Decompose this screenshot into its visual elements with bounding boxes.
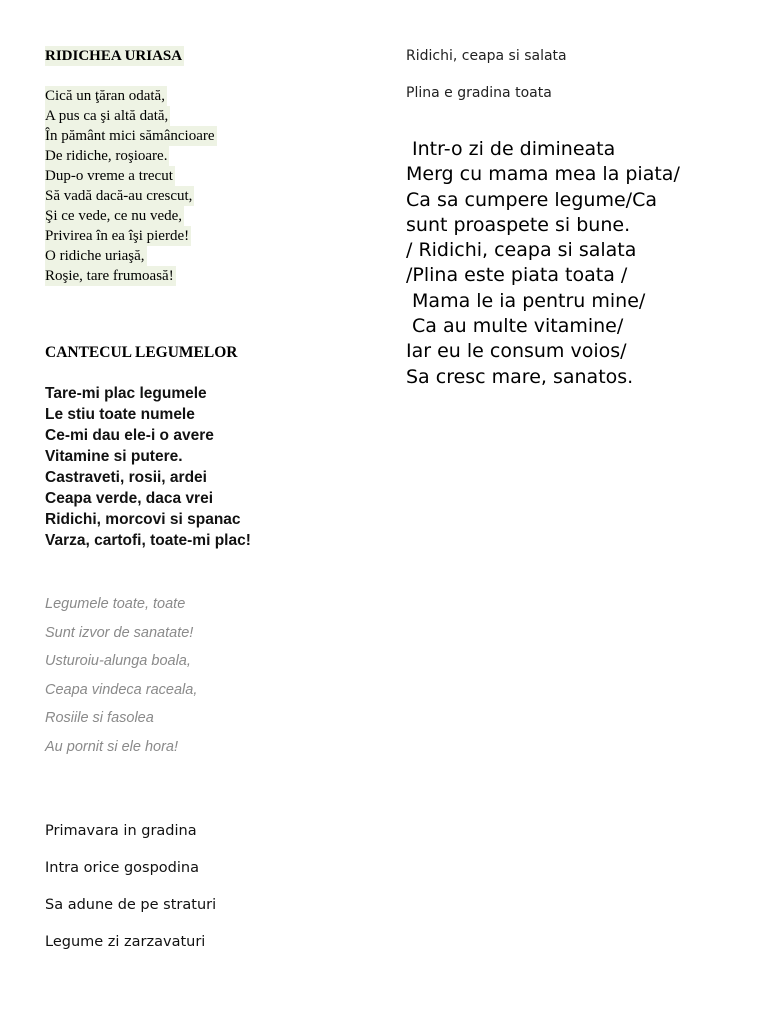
poem-line: Să vadă dacă-au crescut, [45, 188, 193, 204]
poem-line: Iar eu le consum voios/ [406, 340, 627, 363]
left-column [45, 46, 375, 961]
poem-line: Primavara in gradina [45, 823, 197, 839]
poem-line: Ca au multe vitamine/ [406, 315, 624, 338]
poem-line: Intra orice gospodina [45, 860, 199, 876]
poem-title-cantecul-legumelor: CANTECUL LEGUMELOR [45, 344, 238, 361]
poem-line: Merg cu mama mea la piata/ [406, 163, 680, 186]
poem-line: Privirea în ea îşi pierde! [45, 228, 190, 244]
poem-line: Sunt izvor de sanatate! [45, 624, 194, 641]
poem-line: Tare-mi plac legumele [45, 385, 207, 402]
poem-line: Plina e gradina toata [406, 85, 552, 101]
poem-line: Varza, cartofi, toate-mi plac! [45, 532, 251, 549]
poem-cantecul-legumelor [45, 383, 375, 551]
poem-line: Legume zi zarzavaturi [45, 934, 206, 950]
poem-line: O ridiche uriaşă, [45, 248, 145, 264]
poem-line: De ridiche, roşioare. [45, 148, 168, 164]
poem-line: Ceapa verde, daca vrei [45, 490, 214, 507]
poem-line: Sa cresc mare, sanatos. [406, 365, 634, 388]
poem-line: Ridichi, ceapa si salata [406, 48, 567, 64]
poem-line: Sa adune de pe straturi [45, 897, 217, 913]
poem-line: Le stiu toate numele [45, 406, 195, 423]
poem-ridichea-uriasa [45, 86, 375, 286]
poem-line: Ridichi, morcovi si spanac [45, 511, 241, 528]
poem-line: A pus ca şi altă dată, [45, 108, 169, 124]
poem-line: Cică un ţăran odată, [45, 88, 165, 104]
poem-line: Vitamine si putere. [45, 448, 183, 465]
poem-line: Roşie, tare frumoasă! [45, 268, 174, 284]
poem-line: Castraveti, rosii, ardei [45, 469, 207, 486]
poem-line: Dup-o vreme a trecut [45, 168, 173, 184]
poem-primavara-in-gradina [45, 813, 375, 961]
poem-line: Rosiile si fasolea [45, 710, 154, 726]
poem-intr-o-zi-de-dimineata [406, 137, 756, 390]
poem-line: Ce-mi dau ele-i o avere [45, 427, 214, 444]
poem-line: Legumele toate, toate [45, 596, 186, 612]
poem-line: sunt proaspete si bune. [406, 213, 631, 236]
poem-line: Mama le ia pentru mine/ [406, 289, 646, 312]
poem-line: Şi ce vede, ce nu vede, [45, 208, 183, 224]
poem-line: Intr-o zi de dimineata [406, 138, 616, 160]
poem-line: Ceapa vindeca raceala, [45, 681, 198, 698]
right-column [406, 46, 756, 390]
poem-legumele-toate [45, 590, 375, 761]
poem-title-ridichea-uriasa: RIDICHEA URIASA [45, 48, 183, 64]
poem-line: /Plina este piata toata / [406, 264, 628, 287]
poem-line: Ca sa cumpere legume/Ca [406, 188, 657, 211]
poem-ridichi-ceapa-salata [406, 46, 756, 103]
poem-line: / Ridichi, ceapa si salata [406, 239, 637, 262]
poem-line: Usturoiu-alunga boala, [45, 653, 191, 669]
poem-line: În pământ mici sămâncioare [45, 128, 215, 144]
poem-line: Au pornit si ele hora! [45, 738, 178, 755]
